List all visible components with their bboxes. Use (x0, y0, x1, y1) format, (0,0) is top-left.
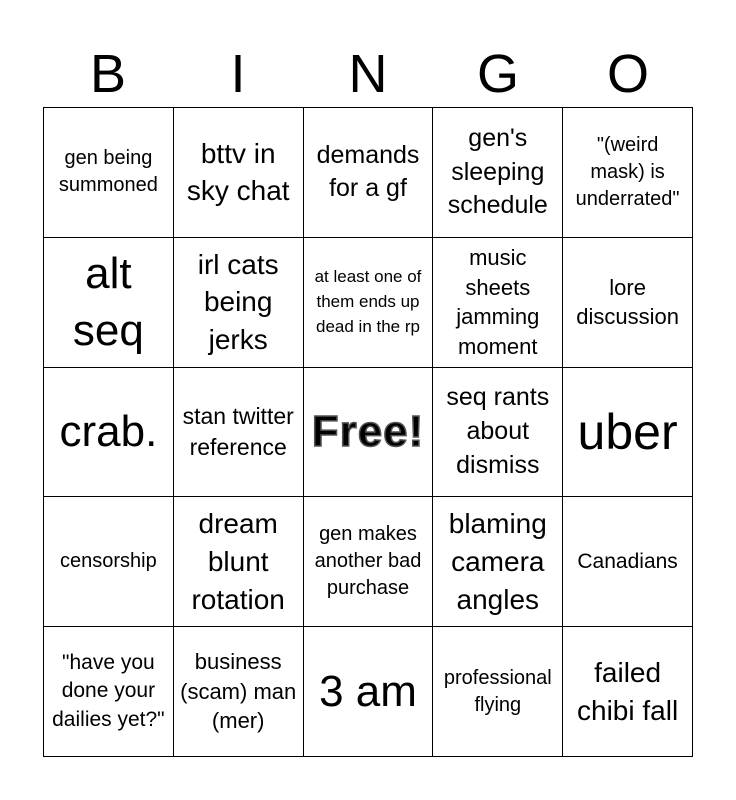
bingo-cell[interactable] (174, 627, 304, 757)
header-letter-n: N (348, 44, 388, 104)
cell-text: lore discussion (576, 274, 679, 330)
free-space-cell[interactable] (304, 368, 434, 498)
free-space-label: Free! (311, 406, 425, 456)
bingo-cell[interactable] (304, 627, 434, 757)
bingo-cell[interactable] (174, 368, 304, 498)
header-letter-b: B (89, 44, 127, 104)
bingo-cell[interactable] (563, 497, 693, 627)
cell-text: bttv in sky chat (186, 137, 290, 207)
cell-text: 3 am (319, 667, 417, 716)
cell-text: alt seq (72, 249, 144, 356)
bingo-header (43, 40, 693, 108)
bingo-grid (43, 107, 693, 757)
bingo-cell[interactable] (304, 238, 434, 368)
cell-text: "(weird mask) is underrated" (575, 133, 680, 210)
bingo-cell[interactable] (44, 108, 174, 238)
cell-text: crab. (59, 407, 158, 457)
cell-text: "have you done your dailies yet?" (52, 651, 165, 731)
bingo-cell[interactable] (563, 627, 693, 757)
cell-text: failed chibi fall (577, 656, 679, 726)
header-letter-g: G (476, 44, 519, 104)
cell-text: gen's sleeping schedule (447, 123, 548, 220)
cell-text: business (scam) man (mer) (180, 649, 297, 734)
header-letter-i: I (230, 44, 246, 104)
bingo-cell[interactable] (563, 238, 693, 368)
bingo-cell[interactable] (433, 497, 563, 627)
bingo-cell[interactable] (433, 368, 563, 498)
bingo-cell[interactable] (433, 238, 563, 368)
cell-text: blaming camera angles (448, 508, 547, 615)
cell-text: stan twitter reference (182, 402, 294, 460)
bingo-cell[interactable] (563, 108, 693, 238)
header-letter-o: O (606, 44, 649, 104)
bingo-cell[interactable] (44, 497, 174, 627)
bingo-cell[interactable] (304, 497, 434, 627)
cell-text: music sheets jamming moment (456, 244, 540, 359)
bingo-cell[interactable] (433, 108, 563, 238)
cell-text: professional flying (443, 666, 552, 716)
bingo-cell[interactable] (174, 238, 304, 368)
bingo-cell[interactable] (433, 627, 563, 757)
cell-text: demands for a gf (316, 140, 420, 203)
cell-text: gen makes another bad purchase (314, 523, 422, 600)
cell-text: irl cats being jerks (197, 248, 279, 356)
cell-text: at least one of them ends up dead in the rp (314, 267, 422, 336)
cell-text: seq rants about dismiss (446, 383, 550, 479)
cell-text: Canadians (577, 549, 678, 573)
cell-text: censorship (60, 550, 157, 573)
bingo-cell[interactable] (44, 368, 174, 498)
bingo-cell[interactable] (174, 108, 304, 238)
bingo-cell[interactable] (44, 627, 174, 757)
bingo-cell[interactable] (174, 497, 304, 627)
cell-text: gen being summoned (58, 147, 158, 197)
bingo-cell[interactable] (44, 238, 174, 368)
cell-text: uber (577, 403, 678, 460)
cell-text: dream blunt rotation (191, 508, 285, 615)
bingo-cell[interactable] (304, 108, 434, 238)
bingo-cell[interactable] (563, 368, 693, 498)
